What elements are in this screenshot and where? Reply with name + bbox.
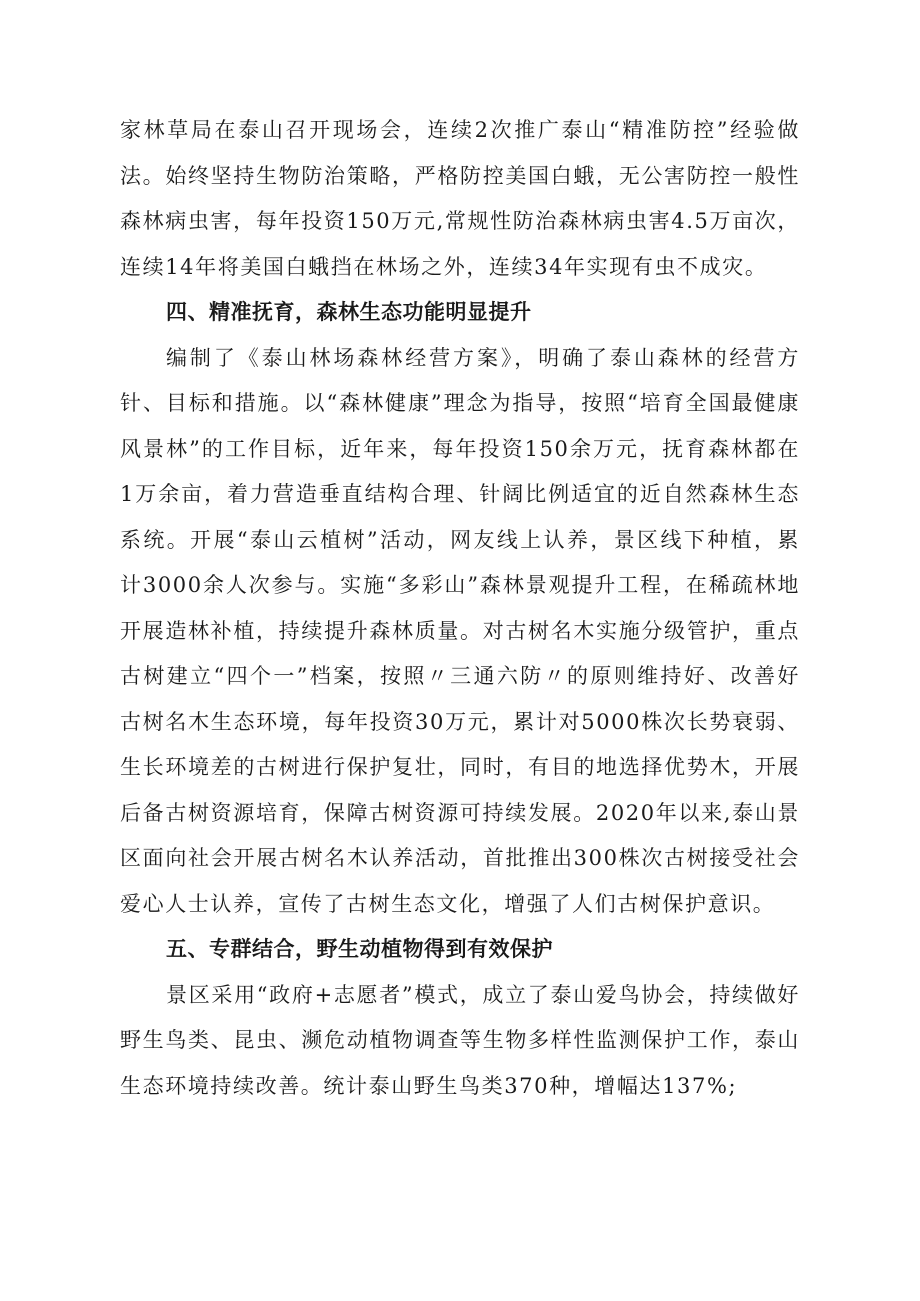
section-5-heading: 五、专群结合，野生动植物得到有效保护: [166, 937, 553, 961]
section-4-paragraph: 编制了《泰山林场森林经营方案》，明确了泰山森林的经营方针、目标和措施。以“森林健康”理念为指导，按照“培育全国最健康风景林”的工作目标，近年来，每年投资150余万元，抚育森林都在1万余亩，着力营造垂直结构合理、针阔比例适宜的近自然森林生态系统。开展“泰山云植树”活动，网友线上认养，景区线下种植，累计3000余人次参与。实施“多彩山”森林景观提升工程，在稀疏林地开展造林补植，持续提升森林质量。对古树名木实施分级管护，重点古树建立“四个一”档案，按照〃三通六防〃的原则维持好、改善好古树名木生态环境，每年投资30万元，累计对5000株次长势衰弱、生长环境差的古树进行保护复壮，同时，有目的地选择优势木，开展后备古树资源培育，保障古树资源可持续发展。2020年以来,泰山景区面向社会开展古树名木认养活动，首批推出300株次古树接受社会爱心人士认养，宣传了古树生态文化，增强了人们古树保护意识。: [120, 345, 800, 916]
section-5-paragraph: 景区采用“政府+志愿者”模式，成立了泰山爱鸟协会，持续做好野生鸟类、昆虫、濒危动植物调查等生物多样性监测保护工作，泰山生态环境持续改善。统计泰山野生鸟类370种，增幅达137%;: [120, 982, 800, 1098]
continued-paragraph: 家林草局在泰山召开现场会，连续2次推广泰山“精准防控”经验做法。始终坚持生物防治策略，严格防控美国白蛾，无公害防控一般性森林病虫害，每年投资150万元,常规性防治森林病虫害4.5万亩次，连续14年将美国白蛾挡在林场之外，连续34年实现有虫不成灾。: [120, 118, 800, 279]
section-4-heading: 四、精准抚育，森林生态功能明显提升: [166, 300, 532, 324]
document-page: [120, 108, 800, 1109]
